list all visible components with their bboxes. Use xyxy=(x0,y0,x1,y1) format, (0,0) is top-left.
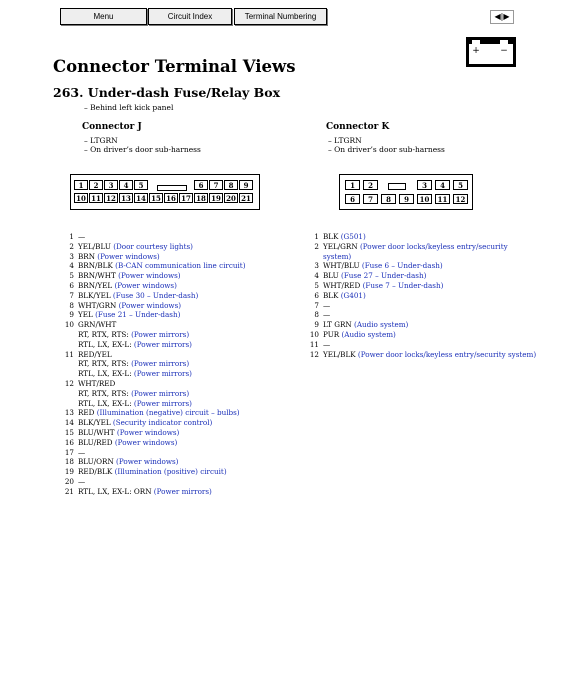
pin-number: 5 xyxy=(69,271,74,281)
circuit-link[interactable]: (Power mirrors) xyxy=(133,369,192,379)
connector-lock-tab xyxy=(388,183,406,190)
pin-row xyxy=(52,399,292,409)
section-title: 263. Under-dash Fuse/Relay Box xyxy=(53,85,281,100)
pin-row xyxy=(52,232,292,242)
terminal: 11 xyxy=(435,194,450,204)
wire-color: — xyxy=(323,339,331,349)
wire-color: YEL/GRN xyxy=(323,241,358,251)
pin-number: 2 xyxy=(314,241,319,251)
pin-number: 20 xyxy=(64,476,74,486)
pin-row xyxy=(297,242,557,252)
pin-row xyxy=(52,340,292,350)
pin-row xyxy=(297,281,557,291)
pin-number: 2 xyxy=(69,241,74,251)
terminal: 14 xyxy=(134,193,148,203)
wire-color: BLK/YEL xyxy=(78,290,111,300)
circuit-link[interactable]: (Power windows) xyxy=(118,271,181,281)
wire-color: RT, RTX, RTS: xyxy=(78,329,129,339)
terminal: 17 xyxy=(179,193,193,203)
pin-row xyxy=(297,291,557,301)
circuit-link[interactable]: (Fuse 6 – Under-dash) xyxy=(361,261,443,271)
pin-number: 7 xyxy=(314,300,319,310)
circuit-link[interactable]: (Audio system) xyxy=(341,329,396,339)
wire-color: RT, RTX, RTS: xyxy=(78,359,129,369)
connector-lock-tab xyxy=(157,185,187,191)
wire-color: BLK/YEL xyxy=(78,418,111,428)
pin-number: 21 xyxy=(64,486,74,496)
pin-row xyxy=(297,271,557,281)
connector-j-heading: Connector J xyxy=(82,122,142,132)
circuit-link[interactable]: (Power windows) xyxy=(114,437,178,447)
circuit-link[interactable]: (Fuse 27 – Under-dash) xyxy=(341,271,427,281)
connector-k-note: – On driver’s door sub-harness xyxy=(328,145,445,154)
terminal: 10 xyxy=(74,193,88,203)
terminal: 21 xyxy=(239,193,253,203)
wire-color: RED/BLK xyxy=(78,467,113,477)
terminal: 6 xyxy=(345,194,360,204)
pin-number: 11 xyxy=(64,349,74,359)
pin-number: 6 xyxy=(314,290,319,300)
circuit-link[interactable]: (Audio system) xyxy=(354,320,409,330)
wire-color: WHT/RED xyxy=(323,280,361,290)
connector-j-diagram xyxy=(70,174,260,210)
pin-row xyxy=(297,261,557,271)
pin-row xyxy=(52,291,292,301)
connector-j-pin-list xyxy=(52,232,292,497)
circuit-link[interactable]: system) xyxy=(323,251,352,261)
menu-button[interactable]: Menu xyxy=(60,8,147,25)
wire-color: YEL/BLU xyxy=(78,241,111,251)
circuit-link[interactable]: (Power windows) xyxy=(116,427,180,437)
wire-color: — xyxy=(78,232,86,241)
terminal: 15 xyxy=(149,193,163,203)
wire-color: RED xyxy=(78,408,95,418)
pin-row xyxy=(52,408,292,418)
pin-row xyxy=(297,232,557,242)
circuit-link[interactable]: (G501) xyxy=(340,232,366,241)
wire-color: RT, RTX, RTS: xyxy=(78,388,129,398)
battery-minus: − xyxy=(500,46,508,56)
pin-row xyxy=(52,271,292,281)
circuit-link[interactable]: (Power windows) xyxy=(114,280,177,290)
circuit-link[interactable]: (Fuse 21 – Under-dash) xyxy=(95,310,181,320)
terminal: 2 xyxy=(89,180,103,190)
circuit-link[interactable]: (Power windows) xyxy=(116,457,179,467)
circuit-link[interactable]: (Power mirrors) xyxy=(153,486,212,496)
pin-row xyxy=(52,350,292,360)
page-arrows-icon[interactable]: ◀|▶ xyxy=(490,10,514,24)
pin-row xyxy=(52,448,292,458)
pin-row xyxy=(52,261,292,271)
wire-color: RED/YEL xyxy=(78,349,112,359)
pin-number: 19 xyxy=(64,467,74,477)
circuit-link[interactable]: (Power windows) xyxy=(118,300,182,310)
pin-row xyxy=(297,301,557,311)
wire-color: RTL, LX, EX-L: xyxy=(78,369,132,379)
wire-color: BLU/RED xyxy=(78,437,113,447)
terminal: 8 xyxy=(224,180,238,190)
pin-row xyxy=(297,350,557,360)
terminal: 3 xyxy=(104,180,118,190)
pin-number: 1 xyxy=(314,232,319,241)
pin-row xyxy=(52,457,292,467)
pin-number: 1 xyxy=(69,232,74,241)
terminal: 12 xyxy=(453,194,468,204)
pin-number: 15 xyxy=(64,427,74,437)
terminal: 12 xyxy=(104,193,118,203)
pin-number: 4 xyxy=(314,271,319,281)
pin-number: 17 xyxy=(64,447,74,457)
location-note: – Behind left kick panel xyxy=(84,103,174,112)
terminal: 5 xyxy=(453,180,468,190)
pin-number: 10 xyxy=(309,329,319,339)
wire-color: BRN/BLK xyxy=(78,261,113,271)
circuit-link[interactable]: (Power mirrors) xyxy=(133,398,192,408)
wire-color: RTL, LX, EX-L: xyxy=(78,339,132,349)
pin-row xyxy=(52,252,292,262)
terminal: 9 xyxy=(239,180,253,190)
circuit-link[interactable]: (Power mirrors) xyxy=(133,339,192,349)
wire-color: BRN/YEL xyxy=(78,280,113,290)
wire-color: BLK xyxy=(323,290,339,300)
wire-color: BLU/ORN xyxy=(78,457,114,467)
terminal: 4 xyxy=(435,180,450,190)
wire-color: BLU/WHT xyxy=(78,427,115,437)
wire-color: LT GRN xyxy=(323,320,352,330)
pin-number: 16 xyxy=(64,437,74,447)
wire-color: RTL, LX, EX-L: ORN xyxy=(78,486,152,496)
page-title: Connector Terminal Views xyxy=(53,57,296,76)
wire-color: WHT/RED xyxy=(78,378,116,388)
pin-number: 6 xyxy=(69,280,74,290)
wire-color: — xyxy=(78,476,86,486)
battery-plus: + xyxy=(472,46,480,56)
circuit-link[interactable]: (B-CAN communication line circuit) xyxy=(115,261,246,271)
circuit-link[interactable]: (Power windows) xyxy=(97,251,160,261)
wire-color: YEL xyxy=(78,310,93,320)
terminal: 19 xyxy=(209,193,223,203)
pin-row xyxy=(52,389,292,399)
connector-k-color: – LTGRN xyxy=(328,136,362,145)
terminal: 8 xyxy=(381,194,396,204)
terminal: 3 xyxy=(417,180,432,190)
terminal: 6 xyxy=(194,180,208,190)
pin-number: 3 xyxy=(69,251,74,261)
circuit-link[interactable]: (G401) xyxy=(340,290,366,300)
terminal: 1 xyxy=(345,180,360,190)
pin-number: 13 xyxy=(64,408,74,418)
terminal: 4 xyxy=(119,180,133,190)
pin-number: 8 xyxy=(69,300,74,310)
circuit-link[interactable]: (Power mirrors) xyxy=(131,388,190,398)
pin-number: 3 xyxy=(314,261,319,271)
wire-color: BLK xyxy=(323,232,339,241)
pin-row xyxy=(297,330,557,340)
pin-number: 18 xyxy=(64,457,74,467)
pin-row xyxy=(52,301,292,311)
pin-number: 5 xyxy=(314,280,319,290)
terminal: 13 xyxy=(119,193,133,203)
pin-row xyxy=(52,428,292,438)
terminal: 16 xyxy=(164,193,178,203)
wire-color: WHT/GRN xyxy=(78,300,117,310)
circuit-link[interactable]: (Illumination (positive) circuit) xyxy=(114,467,227,477)
pin-row xyxy=(297,340,557,350)
pin-number: 4 xyxy=(69,261,74,271)
terminal: 5 xyxy=(134,180,148,190)
terminal: 7 xyxy=(363,194,378,204)
pin-number: 10 xyxy=(64,320,74,330)
wire-color: BRN/WHT xyxy=(78,271,116,281)
circuit-link[interactable]: (Security indicator control) xyxy=(112,418,213,428)
wire-color: WHT/BLU xyxy=(323,261,360,271)
wire-color: GRN/WHT xyxy=(78,320,117,330)
pin-number: 8 xyxy=(314,310,319,320)
terminal: 7 xyxy=(209,180,223,190)
circuit-link[interactable]: (Illumination (negative) circuit – bulbs) xyxy=(96,408,240,418)
pin-number: 11 xyxy=(309,339,319,349)
battery-icon xyxy=(466,37,516,67)
pin-number: 14 xyxy=(64,418,74,428)
connector-j-note: – On driver’s door sub-harness xyxy=(84,145,201,154)
pin-row xyxy=(52,359,292,369)
terminal-numbering-button[interactable]: Terminal Numbering xyxy=(234,8,327,25)
pin-row xyxy=(52,310,292,320)
pin-row xyxy=(52,467,292,477)
terminal: 11 xyxy=(89,193,103,203)
terminal: 20 xyxy=(224,193,238,203)
circuit-index-button[interactable]: Circuit Index xyxy=(148,8,232,25)
pin-row xyxy=(297,310,557,320)
wire-color: RTL, LX, EX-L: xyxy=(78,398,132,408)
pin-number: 7 xyxy=(69,290,74,300)
connector-k-diagram xyxy=(339,174,473,210)
connector-k-heading: Connector K xyxy=(326,122,390,132)
pin-row xyxy=(52,418,292,428)
terminal: 9 xyxy=(399,194,414,204)
pin-row xyxy=(52,242,292,252)
wire-color: PUR xyxy=(323,329,340,339)
connector-k-pin-list xyxy=(297,232,557,359)
pin-number: 12 xyxy=(309,349,319,359)
wire-color: BRN xyxy=(78,251,95,261)
pin-row xyxy=(52,320,292,330)
circuit-link[interactable]: (Power door locks/keyless entry/security system) xyxy=(357,349,537,359)
pin-row xyxy=(297,320,557,330)
wire-color: YEL/BLK xyxy=(323,349,356,359)
wire-color: — xyxy=(323,300,331,310)
wire-color: BLU xyxy=(323,271,339,281)
pin-row xyxy=(52,438,292,448)
terminal: 2 xyxy=(363,180,378,190)
terminal: 1 xyxy=(74,180,88,190)
pin-row xyxy=(52,487,292,497)
connector-j-color: – LTGRN xyxy=(84,136,118,145)
terminal: 10 xyxy=(417,194,432,204)
pin-number: 9 xyxy=(314,320,319,330)
pin-row xyxy=(52,281,292,291)
pin-row xyxy=(52,477,292,487)
circuit-link[interactable]: (Power mirrors) xyxy=(131,359,190,369)
circuit-link[interactable]: (Fuse 30 – Under-dash) xyxy=(112,290,199,300)
circuit-link[interactable]: (Fuse 7 – Under-dash) xyxy=(362,280,444,290)
wire-color: — xyxy=(323,310,331,320)
wire-color: — xyxy=(78,447,86,457)
pin-row xyxy=(52,379,292,389)
pin-number: 9 xyxy=(69,310,74,320)
pin-number: 12 xyxy=(64,378,74,388)
pin-row xyxy=(52,330,292,340)
circuit-link[interactable]: (Door courtesy lights) xyxy=(113,241,193,251)
pin-row xyxy=(52,369,292,379)
pin-row xyxy=(297,252,557,262)
circuit-link[interactable]: (Power door locks/keyless entry/security xyxy=(359,241,508,251)
circuit-link[interactable]: (Power mirrors) xyxy=(131,329,190,339)
terminal: 18 xyxy=(194,193,208,203)
